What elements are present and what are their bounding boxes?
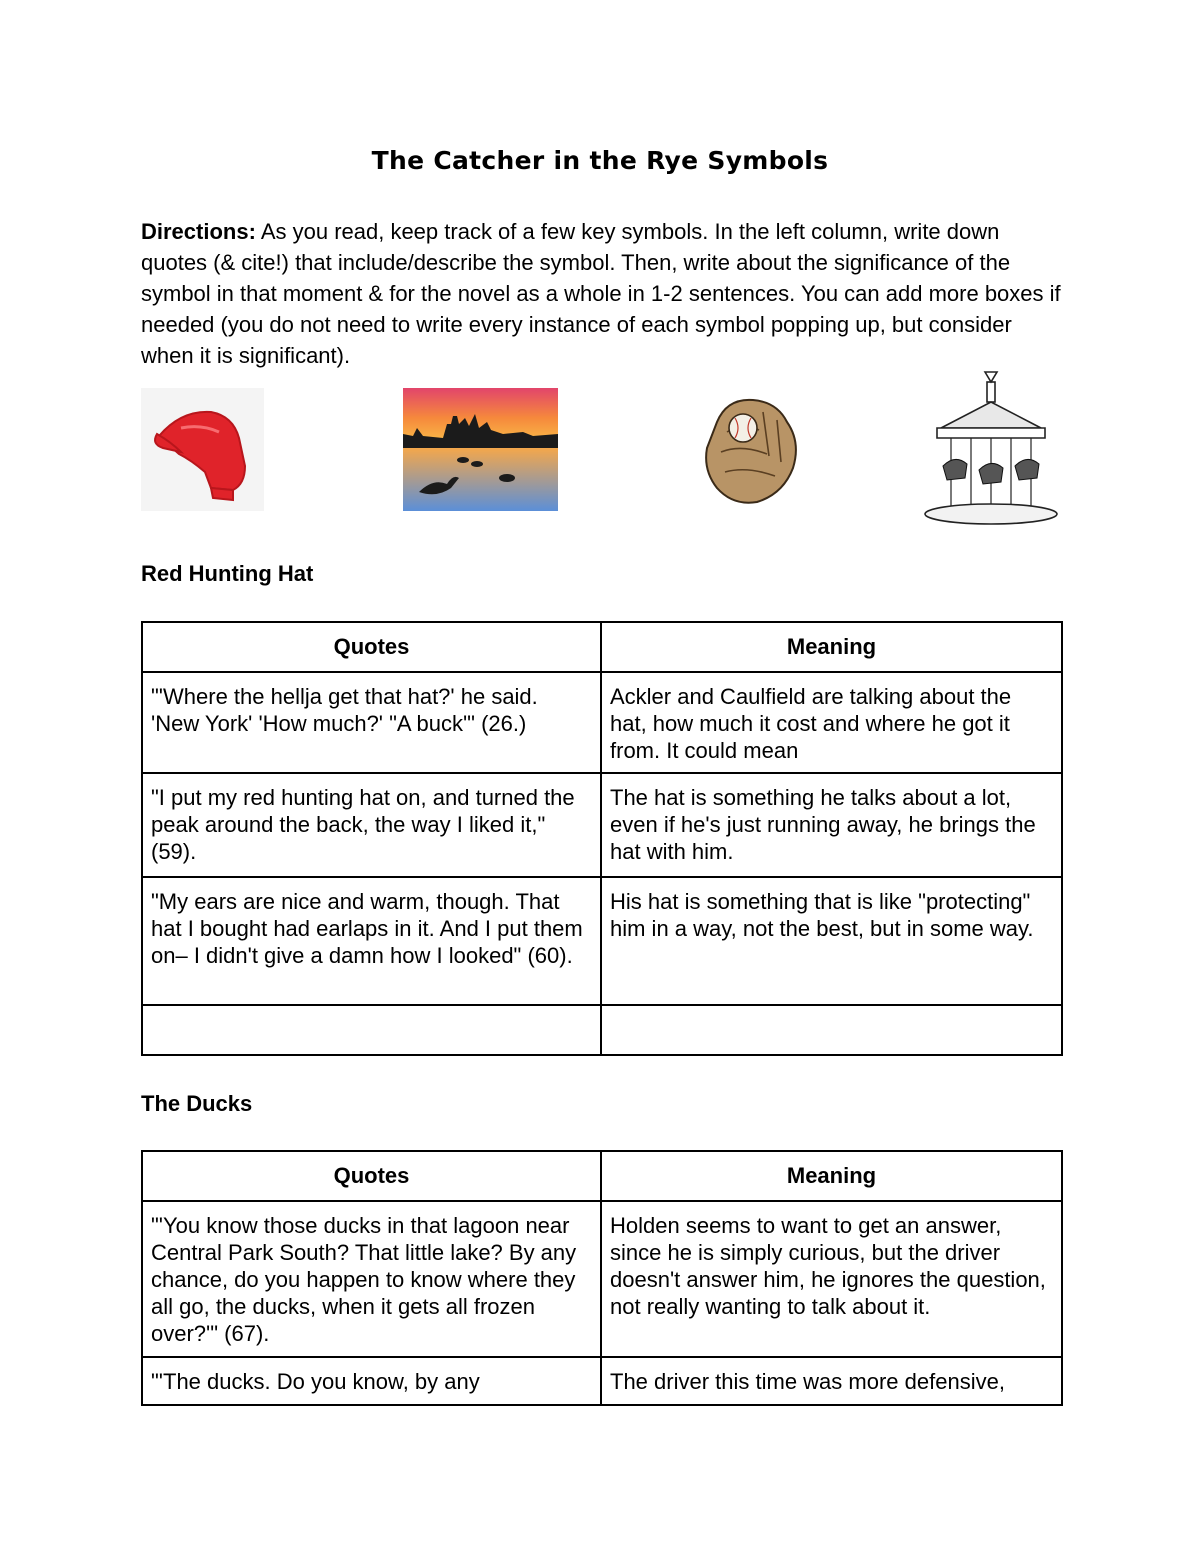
carousel-finial (985, 372, 997, 382)
duck-1 (457, 457, 469, 463)
quote-cell[interactable]: "My ears are nice and warm, though. That hat I bought had earlaps in it. And I put them on– I didn't give a damn how I looked" (60). (142, 877, 601, 1005)
meaning-cell[interactable] (601, 1005, 1062, 1055)
meaning-cell[interactable]: The driver this time was more defensive, (601, 1357, 1062, 1405)
column-header-meaning: Meaning (601, 1151, 1062, 1201)
carousel-image (921, 370, 1061, 530)
section-heading-red-hunting-hat: Red Hunting Hat (141, 561, 314, 586)
table-row (142, 1357, 1062, 1405)
page-title: The Catcher in the Rye Symbols (371, 146, 829, 175)
carousel-platform (925, 504, 1057, 524)
baseball-mitt-image (697, 392, 805, 512)
red-hunting-hat-image (141, 388, 264, 511)
meaning-cell[interactable]: His hat is something that is like "protecting" him in a way, not the best, but in some way. (601, 877, 1062, 1005)
red-hunting-hat-table (141, 621, 1063, 1056)
hat-earflap-shape (211, 488, 233, 500)
table-row (142, 773, 1062, 877)
meaning-cell[interactable]: The hat is something he talks about a lot, even if he's just running away, he brings the hat with him. (601, 773, 1062, 877)
directions-label: Directions: (141, 219, 256, 244)
carousel-spire (987, 382, 995, 402)
mitt-body (706, 400, 796, 503)
table-row (142, 877, 1062, 1005)
quote-cell[interactable]: "'Where the hellja get that hat?' he said. 'New York' 'How much?' "A buck'" (26.) (142, 672, 601, 773)
meaning-cell[interactable]: Ackler and Caulfield are talking about the hat, how much it cost and where he got it from. It could mean (601, 672, 1062, 773)
carousel-roof (941, 402, 1041, 428)
column-header-quotes: Quotes (142, 622, 601, 672)
column-header-quotes: Quotes (142, 1151, 601, 1201)
quote-cell[interactable]: "'The ducks. Do you know, by any (142, 1357, 601, 1405)
carousel-canopy (937, 428, 1045, 438)
meaning-cell[interactable]: Holden seems to want to get an answer, since he is simply curious, but the driver doesn't answer him, he ignores the question, not really wanting to talk about it. (601, 1201, 1062, 1357)
quote-cell[interactable]: "'You know those ducks in that lagoon near Central Park South? That little lake? By any chance, do you happen to know where they all go, the ducks, when it gets all frozen over?'" (67). (142, 1201, 601, 1357)
lagoon-water (403, 448, 558, 511)
the-ducks-table (141, 1150, 1063, 1406)
ducks-sunset-image (403, 388, 558, 511)
section-heading-the-ducks: The Ducks (141, 1091, 253, 1116)
directions-text: As you read, keep track of a few key symbols. In the left column, write down quotes (& cite!) that include/describe the symbol. Then, write about the significance of the symbol in that moment & for the novel as a whole in 1-2 sentences. You can add more boxes if needed (you do not need to write every instance of each symbol popping up, but consider when it is significant). (141, 219, 1061, 368)
symbol-images-row (141, 370, 1061, 530)
duck-2 (471, 461, 483, 467)
table-row (142, 1201, 1062, 1357)
carousel-horses (943, 459, 1039, 484)
table-row (142, 1005, 1062, 1055)
column-header-meaning: Meaning (601, 622, 1062, 672)
directions-paragraph (141, 216, 1061, 371)
duck-3 (499, 474, 515, 482)
quote-cell[interactable]: "I put my red hunting hat on, and turned the peak around the back, the way I liked it," (59). (142, 773, 601, 877)
quote-cell[interactable] (142, 1005, 601, 1055)
baseball (729, 414, 757, 442)
table-header-row (142, 1151, 1062, 1201)
table-row (142, 672, 1062, 773)
table-header-row (142, 622, 1062, 672)
